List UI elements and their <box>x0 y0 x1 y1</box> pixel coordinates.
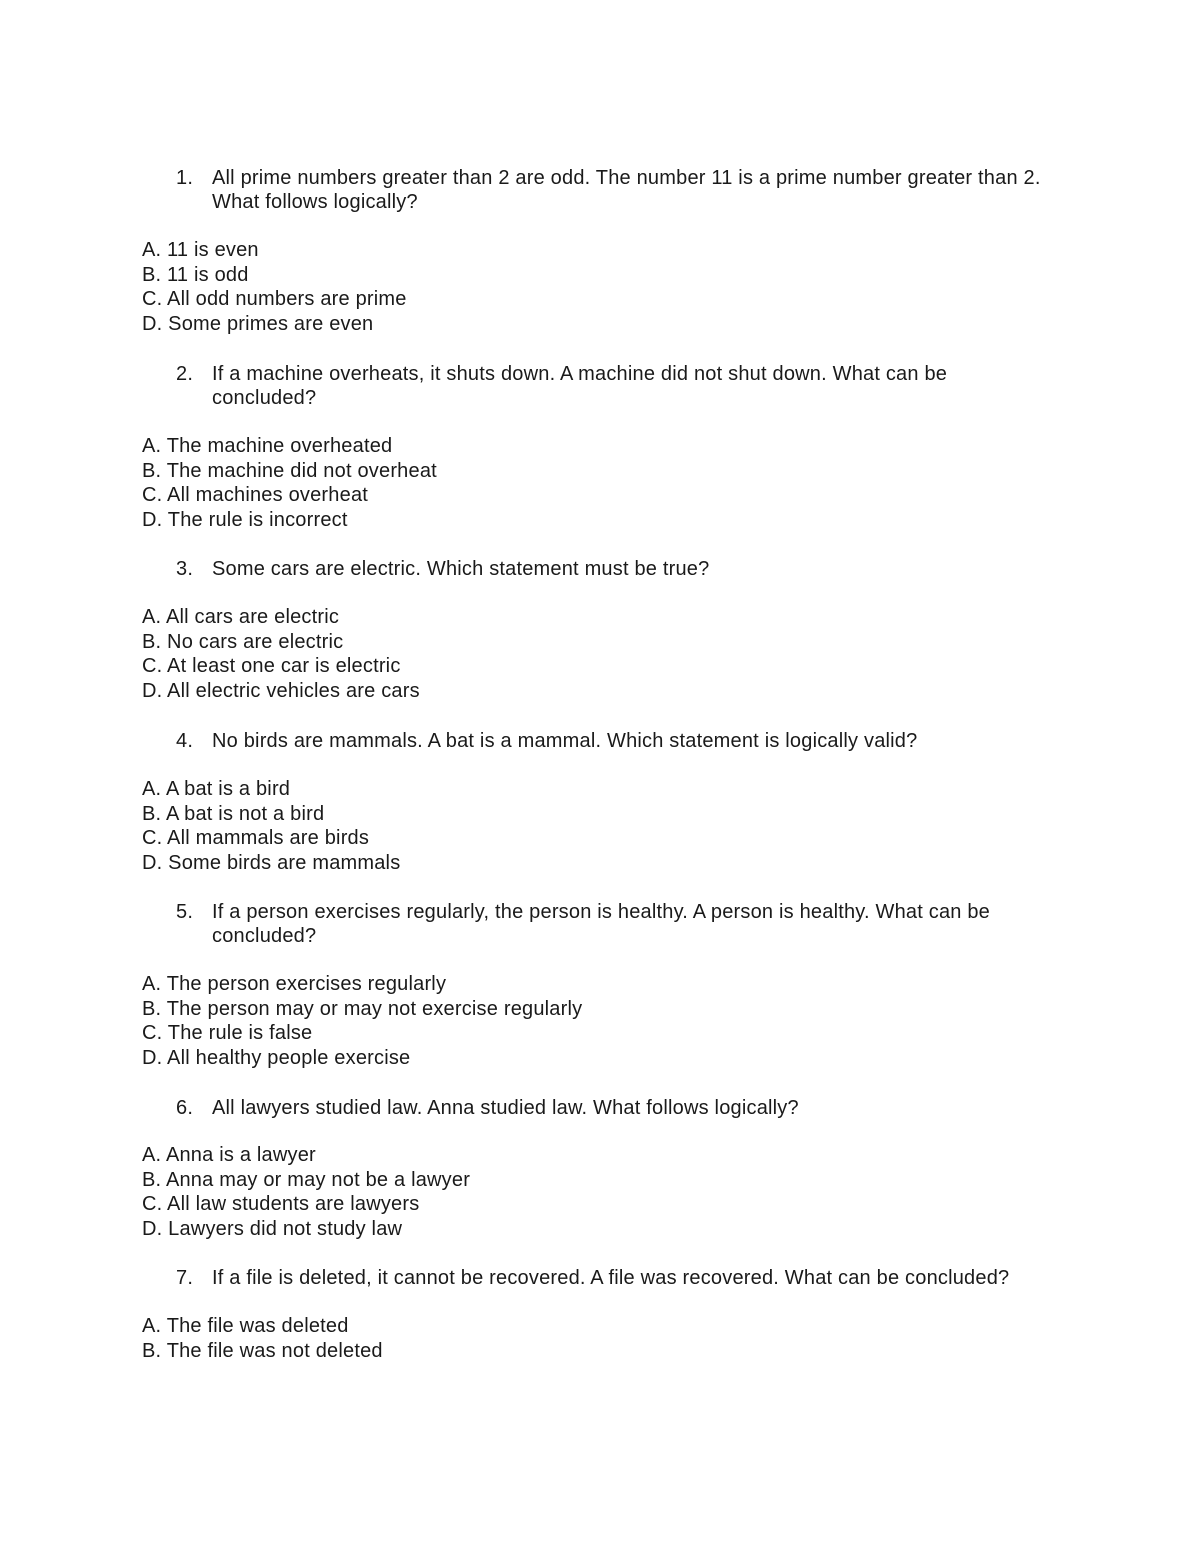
options-4 <box>142 777 842 876</box>
question-number: 5. <box>176 901 194 923</box>
question-text: Some cars are electric. Which statement must be true? <box>212 558 710 580</box>
question-number: 1. <box>176 167 194 189</box>
options-1 <box>142 238 842 337</box>
question-4 <box>176 729 1056 753</box>
question-number: 6. <box>176 1097 194 1119</box>
option-c: C. All odd numbers are prime <box>142 288 407 311</box>
option-d: D. Some birds are mammals <box>142 852 401 875</box>
option-b: B. 11 is odd <box>142 263 249 286</box>
question-text: All lawyers studied law. Anna studied law. What follows logically? <box>212 1097 799 1119</box>
option-b: B. Anna may or may not be a lawyer <box>142 1168 471 1191</box>
question-3 <box>176 557 1056 581</box>
option-b: B. The person may or may not exercise regularly <box>142 997 583 1020</box>
option-a: A. Anna is a lawyer <box>142 1144 316 1166</box>
option-c: C. All machines overheat <box>142 484 369 507</box>
option-a: A. The file was deleted <box>142 1315 349 1337</box>
option-d: D. All electric vehicles are cars <box>142 680 420 703</box>
question-number: 2. <box>176 363 194 385</box>
question-text: If a person exercises regularly, the person is healthy. A person is healthy. What can be concluded? <box>212 901 991 947</box>
option-b: B. A bat is not a bird <box>142 802 325 825</box>
option-d: D. All healthy people exercise <box>142 1047 411 1070</box>
option-d: D. Some primes are even <box>142 313 374 336</box>
question-2 <box>176 362 1056 410</box>
question-number: 3. <box>176 558 194 580</box>
option-a: A. The person exercises regularly <box>142 973 447 995</box>
option-c: C. The rule is false <box>142 1022 313 1045</box>
option-c: C. All law students are lawyers <box>142 1193 420 1216</box>
option-d: D. The rule is incorrect <box>142 509 348 532</box>
question-text: All prime numbers greater than 2 are odd. The number 11 is a prime number greater than 2. What follows logically? <box>212 167 1041 213</box>
option-c: C. All mammals are birds <box>142 827 370 850</box>
question-5 <box>176 900 1056 948</box>
option-a: A. A bat is a bird <box>142 778 291 800</box>
question-7 <box>176 1266 1076 1290</box>
option-b: B. No cars are electric <box>142 630 344 653</box>
option-c: C. At least one car is electric <box>142 655 401 678</box>
option-b: B. The machine did not overheat <box>142 459 437 482</box>
question-text: If a file is deleted, it cannot be recovered. A file was recovered. What can be concluded? <box>212 1267 1010 1289</box>
options-2 <box>142 434 842 533</box>
question-text: No birds are mammals. A bat is a mammal. Which statement is logically valid? <box>212 730 918 752</box>
question-text: If a machine overheats, it shuts down. A machine did not shut down. What can be concluded? <box>212 363 948 409</box>
options-5 <box>142 972 842 1071</box>
question-number: 4. <box>176 730 194 752</box>
option-a: A. All cars are electric <box>142 606 340 628</box>
question-number: 7. <box>176 1267 194 1289</box>
option-d: D. Lawyers did not study law <box>142 1218 403 1241</box>
option-a: A. The machine overheated <box>142 435 393 457</box>
question-1 <box>176 166 1056 214</box>
option-a: A. 11 is even <box>142 239 259 261</box>
options-7 <box>142 1314 842 1363</box>
options-3 <box>142 605 842 704</box>
option-b: B. The file was not deleted <box>142 1339 383 1362</box>
question-6 <box>176 1096 1056 1120</box>
options-6 <box>142 1143 842 1242</box>
